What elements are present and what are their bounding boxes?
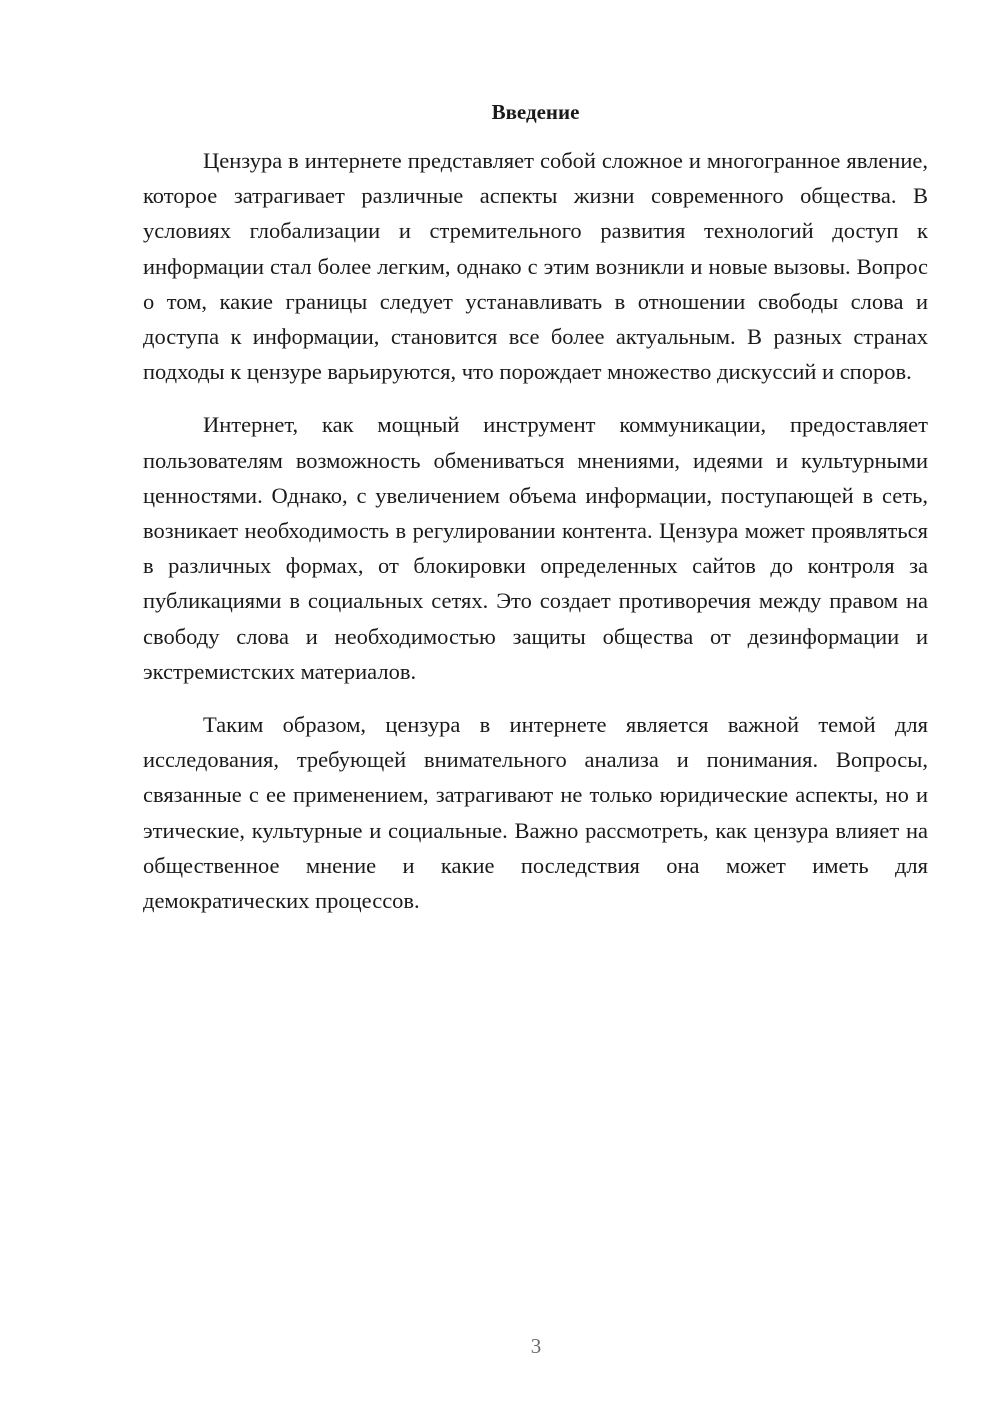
- paragraph-3: Таким образом, цензура в интернете является важной темой для исследования, требующей внимательного анализа и понимания. Вопросы, связанные с ее применением, затрагивают не только юридические аспекты, но и этические, культурные и социальные. Важно рассмотреть, как цензура влияет на общественное мнение и какие последствия она может иметь для демократических процессов.: [143, 712, 928, 914]
- body-text: [143, 143, 928, 936]
- page-number: 3: [530, 1334, 542, 1358]
- page-title: Введение: [491, 100, 580, 124]
- paragraph-1: Цензура в интернете представляет собой сложное и многогранное явление, которое затрагивает различные аспекты жизни современного общества. В условиях глобализации и стремительного развития технологий доступ к информации стал более легким, однако с этим возникли и новые вызовы. Вопрос о том, какие границы следует устанавливать в отношении свободы слова и доступа к информации, становится все более актуальным. В разных странах подходы к цензуре варьируются, что порождает множество дискуссий и споров.: [143, 148, 928, 385]
- paragraph-2: Интернет, как мощный инструмент коммуникации, предоставляет пользователям возможность обмениваться мнениями, идеями и культурными ценностями. Однако, с увеличением объема информации, поступающей в сеть, возникает необходимость в регулировании контента. Цензура может проявляться в различных формах, от блокировки определенных сайтов до контроля за публикациями в социальных сетях. Это создает противоречия между правом на свободу слова и необходимостью защиты общества от дезинформации и экстремистских материалов.: [143, 412, 928, 684]
